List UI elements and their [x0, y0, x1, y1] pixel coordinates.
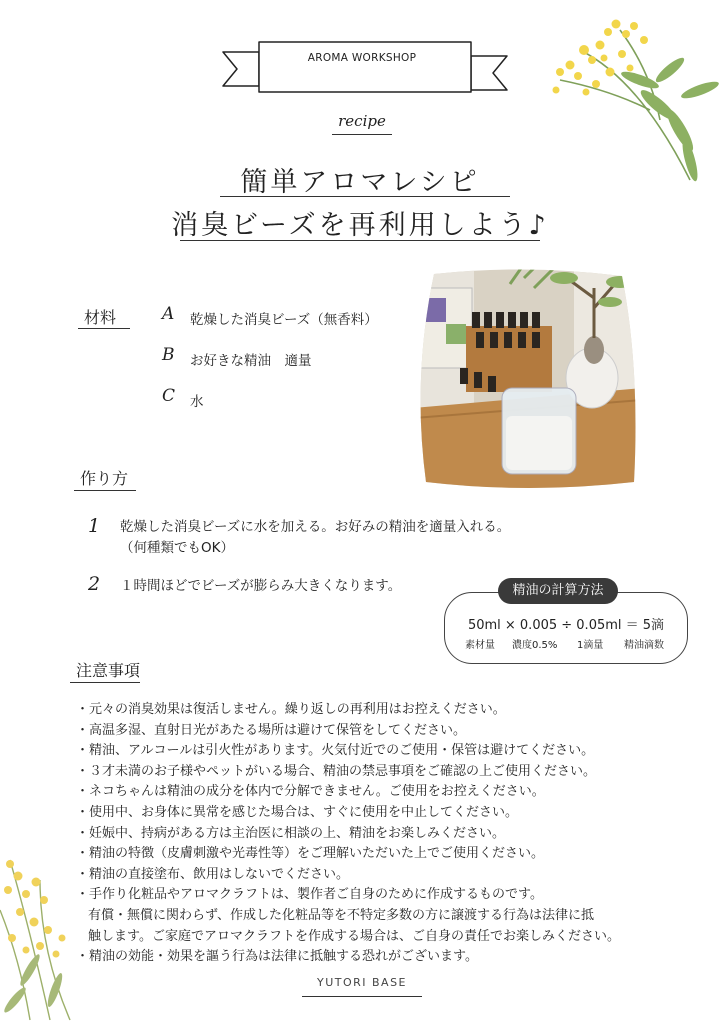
product-photo — [414, 268, 642, 492]
calc-sub-concentration: 濃度0.5% — [512, 640, 558, 651]
note-item: ・妊娠中、持病がある方は主治医に相談の上、精油をお楽しみください。 — [76, 825, 506, 841]
ribbon-banner — [215, 30, 515, 110]
step-number-2: 2 — [88, 573, 101, 595]
material-label-a: A — [162, 304, 175, 324]
title-underline-1 — [220, 196, 510, 197]
page-title-line1: 簡単アロマレシピ — [240, 167, 480, 198]
material-text-a: 乾燥した消臭ビーズ（無香料） — [190, 312, 378, 328]
step-number-1: 1 — [88, 515, 101, 537]
calc-sub-drops: 精油滴数 — [624, 640, 664, 651]
method-heading: 作り方 — [80, 469, 129, 488]
material-label-c: C — [162, 386, 176, 406]
note-item: ・精油、アルコールは引火性があります。火気付近でのご使用・保管は避けてください。 — [76, 743, 595, 759]
notes-heading-underline — [70, 682, 140, 683]
footer-brand: YUTORI BASE — [316, 976, 408, 989]
method-heading-underline — [74, 490, 136, 491]
page-title-line2: 消臭ビーズを再利用しよう♪ — [171, 210, 549, 241]
material-label-b: B — [162, 345, 175, 365]
step-subtext-1: （何種類でもOK） — [120, 540, 234, 556]
materials-heading-underline — [78, 328, 130, 329]
note-item: ・元々の消臭効果は復活しません。繰り返しの再利用はお控えください。 — [76, 702, 506, 717]
calc-formula: 50ml × 0.005 ÷ 0.05ml ＝ 5滴 — [467, 618, 665, 633]
material-text-b: お好きな精油 適量 — [190, 353, 312, 369]
notes-heading: 注意事項 — [76, 661, 141, 680]
step-text-1: 乾燥した消臭ビーズに水を加える。お好みの精油を適量入れる。 — [120, 519, 511, 535]
footer-underline — [302, 996, 422, 997]
notes-list — [76, 700, 696, 968]
note-item: ・高温多湿、直射日光があたる場所は避けて保管をしてください。 — [76, 722, 467, 738]
note-item-continuation: 触します。ご家庭でアロマクラフトを作成する場合は、ご自身の責任でお楽しみください。 — [88, 928, 620, 944]
note-item: ・精油の効能・効果を謳う行為は法律に抵触する恐れがございます。 — [76, 949, 478, 965]
recipe-underline — [332, 134, 392, 135]
calc-sub-material: 素材量 — [465, 640, 495, 651]
banner-title: AROMA WORKSHOP — [307, 52, 417, 64]
note-item: ・精油の直接塗布、飲用はしないでください。 — [76, 866, 350, 882]
materials-heading: 材料 — [84, 308, 117, 327]
step-text-2: １時間ほどでビーズが膨らみ大きくなります。 — [120, 578, 402, 594]
title-underline-2 — [180, 240, 540, 241]
recipe-subtitle: recipe — [338, 112, 386, 130]
note-item: ・３才未満のお子様やペットがいる場合、精油の禁忌事項をご確認の上ご使用ください。 — [76, 763, 597, 779]
note-item: ・手作り化粧品やアロマクラフトは、製作者ご自身のために作成するものです。 — [76, 887, 543, 903]
note-item: ・精油の特徴（皮膚刺激や光毒性等）をご理解いただいた上でご使用ください。 — [76, 846, 545, 862]
calc-sub-drop: 1滴量 — [577, 640, 604, 651]
note-item: ・使用中、お身体に異常を感じた場合は、すぐに使用を中止してください。 — [76, 804, 519, 820]
note-item-continuation: 有償・無償に関わらず、作成した化粧品等を不特定多数の方に譲渡する行為は法律に抵 — [88, 907, 594, 923]
material-text-c: 水 — [190, 394, 204, 410]
calc-badge: 精油の計算方法 — [498, 578, 618, 604]
note-item: ・ネコちゃんは精油の成分を体内で分解できません。ご使用をお控えください。 — [76, 784, 545, 800]
